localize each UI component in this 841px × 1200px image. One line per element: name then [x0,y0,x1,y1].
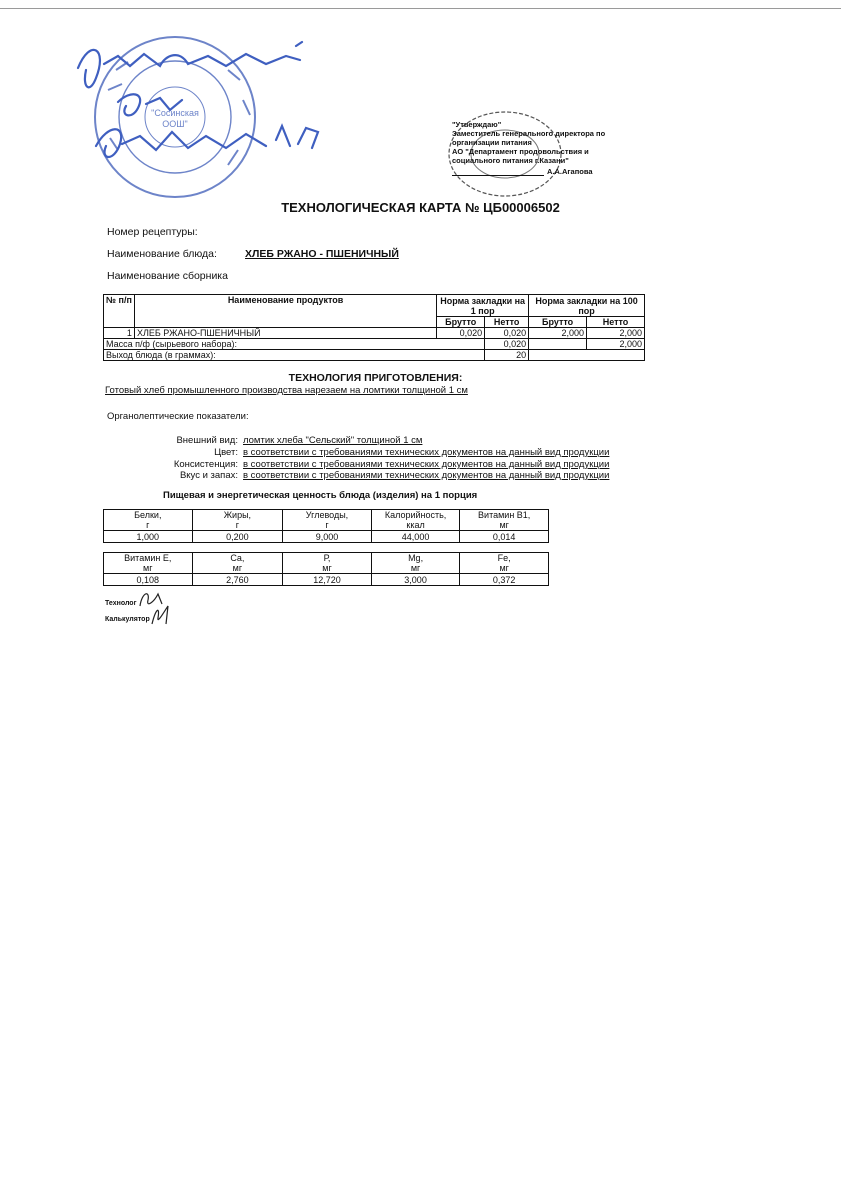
nut2-header-1-l2: мг [143,563,153,573]
approval-line-3: организации питания [452,138,532,147]
organoleptic-label-1: Внешний вид: [176,435,238,446]
approval-block [452,120,627,176]
nutrition-title: Пищевая и энергетическая ценность блюда (изделия) на 1 порция [163,490,478,501]
technologist-label: Технолог [105,600,137,607]
nut2-header-5 [460,553,549,574]
calculator-signature-icon [148,602,174,628]
calculator-label: Калькулятор [105,616,150,623]
nutrition-table-1 [103,509,549,543]
row-brutto100: 2,000 [529,328,587,339]
nut2-header-4-l1: Mg, [408,553,424,563]
organoleptic-value-4: в соответствии с требованиями технических документов на данный вид продукции [243,470,610,481]
approval-signature-line [452,175,544,176]
col-norm1-header: Норма закладки на 1 пор [437,295,529,317]
nut1-value-5: 0,014 [460,531,549,543]
page-title: ТЕХНОЛОГИЧЕСКАЯ КАРТА № ЦБ00006502 [281,200,560,215]
netto100-header: Нетто [587,317,645,328]
nut2-value-4: 3,000 [371,574,460,586]
nut1-value-2: 0,200 [192,531,283,543]
nut1-value-1: 1,000 [104,531,193,543]
svg-text:ООШ": ООШ" [162,119,188,129]
col-num-header: № п/п [104,295,135,328]
nut1-header-5-l2: мг [499,520,509,530]
approval-line-2: Заместитель генерального директора по [452,129,606,138]
mass-label: Масса п/ф (сырьевого набора): [104,339,485,350]
nut1-header-1-l1: Белки, [134,510,162,520]
recipe-number-label: Номер рецептуры: [107,226,198,238]
organoleptic-label-2: Цвет: [214,447,238,458]
nut1-header-5 [460,510,549,531]
nut2-header-5-l2: мг [499,563,509,573]
nut2-header-5-l1: Fe, [497,553,511,563]
organoleptic-title: Органолептические показатели: [107,411,249,422]
approval-line-5: социального питания г.Казани" [452,156,569,165]
nut1-header-5-l1: Витамин В1, [478,510,531,520]
nut2-header-2-l2: мг [232,563,243,573]
nut2-value-5: 0,372 [460,574,549,586]
approval-name: А.А.Агапова [547,167,593,176]
nut1-header-1 [104,510,193,531]
organoleptic-value-2: в соответствии с требованиями технических документов на данный вид продукции [243,447,610,458]
row-brutto1: 0,020 [437,328,485,339]
nut1-header-2-l2: г [235,520,240,530]
nut1-header-4 [371,510,460,531]
nut1-header-1-l2: г [146,520,150,530]
approval-line-4: АО "Департамент продовольствия и [452,147,589,156]
tech-title: ТЕХНОЛОГИЯ ПРИГОТОВЛЕНИЯ: [288,372,463,384]
organoleptic-label-3: Консистенция: [173,459,238,470]
yield-row [104,350,645,361]
nut2-header-2 [192,553,283,574]
organoleptic-value-3: в соответствии с требованиями технических документов на данный вид продукции [243,459,610,470]
row-netto100: 2,000 [587,328,645,339]
nut1-header-3 [283,510,372,531]
table-row [104,328,645,339]
nutrition-table-2 [103,552,549,586]
tech-text: Готовый хлеб промышленного производства нарезаем на ломтики толщиной 1 см [105,385,468,396]
col-norm100-header: Норма закладки на 100 пор [529,295,645,317]
collection-label: Наименование сборника [107,270,228,282]
nut1-header-4-l1: Калорийность, [384,510,447,520]
nut2-header-3-l1: Р, [323,553,331,563]
nut2-header-4-l2: мг [410,563,421,573]
mass-row [104,339,645,350]
organoleptic-value-1: ломтик хлеба "Сельский" толщиной 1 см [243,435,423,446]
mass-netto100: 2,000 [587,339,645,350]
nut2-value-2: 2,760 [192,574,283,586]
ingredients-table [103,294,645,361]
yield-label: Выход блюда (в граммах): [104,350,485,361]
mass-netto1: 0,020 [485,339,529,350]
nut1-header-3-l2: г [325,520,329,530]
nut2-header-4 [371,553,460,574]
nut1-header-2-l1: Жиры, [223,510,252,520]
nut1-header-4-l2: ккал [406,520,425,530]
nut2-header-3 [283,553,372,574]
dish-name-label: Наименование блюда: [107,248,217,260]
organoleptic-label-4: Вкус и запах: [179,470,238,481]
row-name: ХЛЕБ РЖАНО-ПШЕНИЧНЫЙ [134,328,436,339]
row-netto1: 0,020 [485,328,529,339]
nut1-header-2 [192,510,283,531]
nut2-header-2-l1: Са, [230,553,245,563]
yield-netto1: 20 [485,350,529,361]
nut2-header-1-l1: Витамин Е, [124,553,172,563]
row-num: 1 [104,328,135,339]
table-row [104,531,549,543]
top-scan-line [0,8,841,9]
brutto100-header: Брутто [529,317,587,328]
nut2-header-1 [104,553,193,574]
nut1-header-3-l1: Углеводы, [305,510,349,520]
approval-line-1: "Утверждаю" [452,120,502,129]
nut1-value-4: 44,000 [371,531,460,543]
table-row [104,574,549,586]
netto1-header: Нетто [485,317,529,328]
col-name-header: Наименование продуктов [134,295,436,328]
svg-text:"Сосинская: "Сосинская [151,108,199,118]
nut2-value-3: 12,720 [283,574,372,586]
director-signature-icon [60,28,350,178]
brutto1-header: Брутто [437,317,485,328]
dish-name: ХЛЕБ РЖАНО - ПШЕНИЧНЫЙ [245,248,399,260]
nut2-value-1: 0,108 [104,574,193,586]
nut1-value-3: 9,000 [283,531,372,543]
nut2-header-3-l2: мг [322,563,332,573]
